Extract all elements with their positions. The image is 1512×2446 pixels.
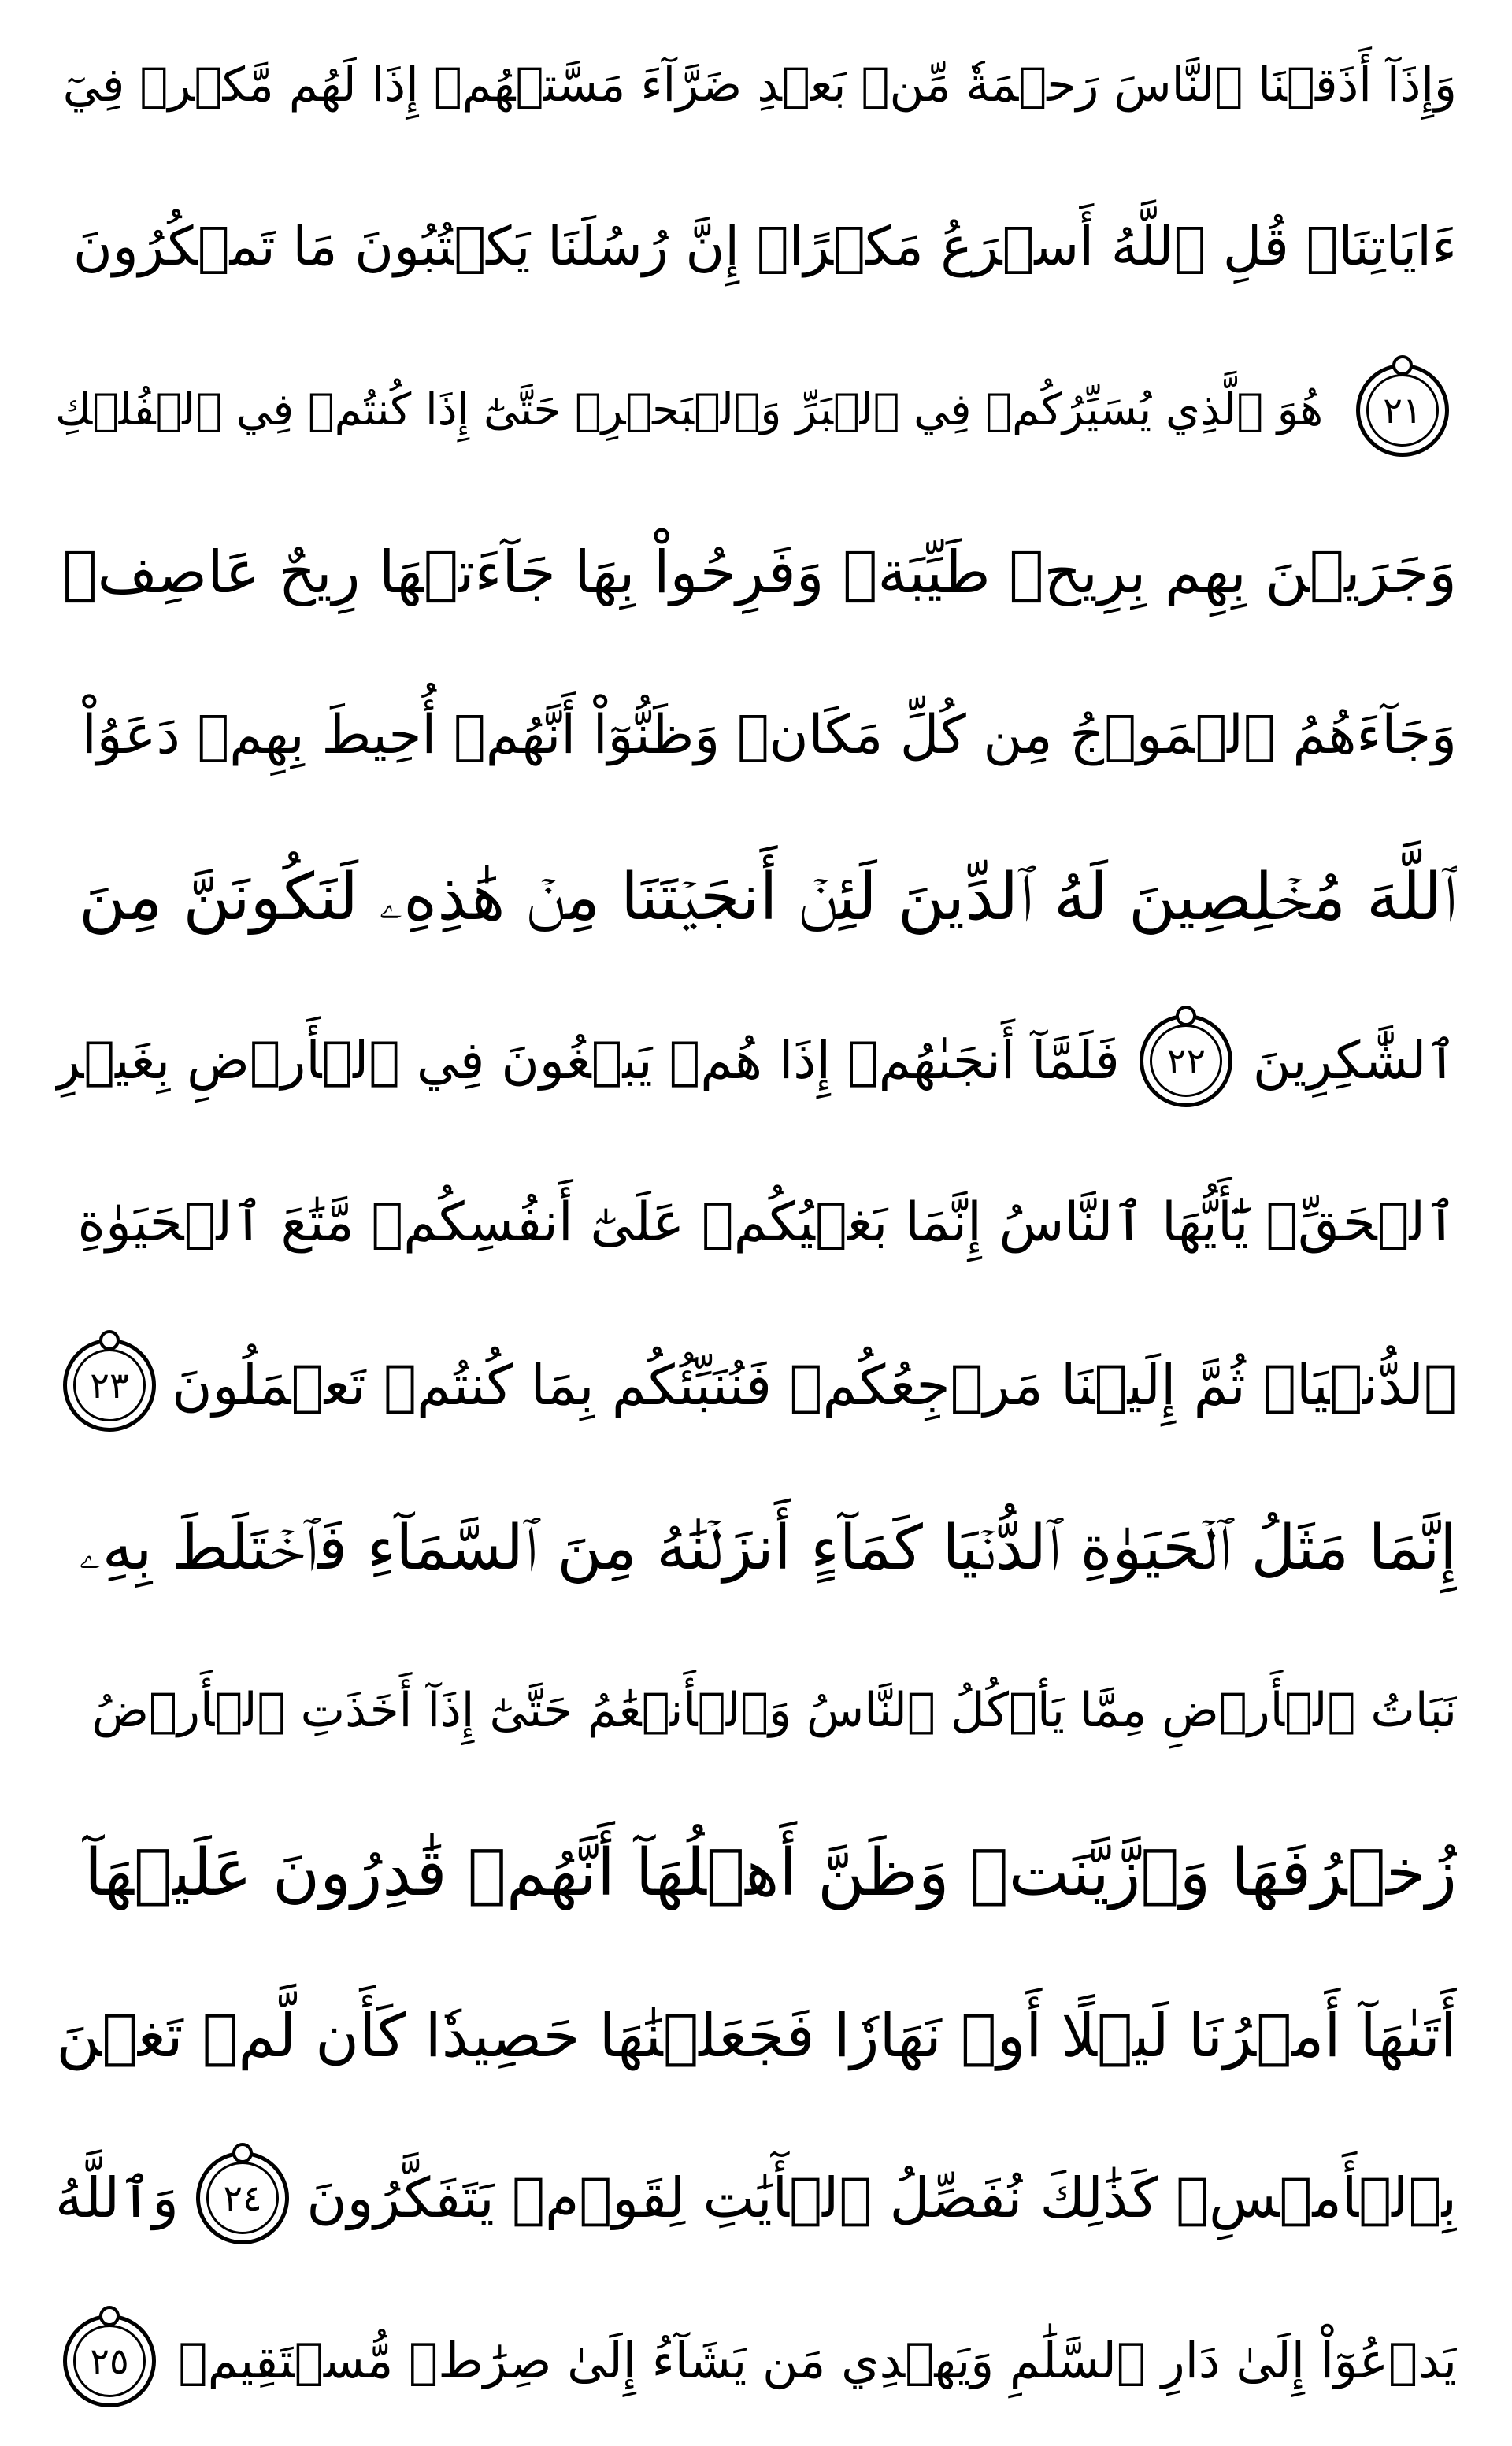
text-line-5 — [55, 666, 1457, 805]
verse-text: نَبَاتُ ٱلۡأَرۡضِ مِمَّا يَأۡكُلُ ٱلنَّاسُ وَٱلۡأَنۡعَٰمُ حَتَّىٰٓ إِذَآ أَخَذَتِ ٱلۡأَرۡضُ — [91, 1683, 1457, 1739]
text-line-12 — [55, 1804, 1457, 1943]
ayah-number: ٢٤ — [223, 2177, 262, 2220]
text-line-6 — [55, 828, 1457, 967]
verse-text: ءَايَاتِنَاۚ قُلِ ٱللَّهُ أَسۡرَعُ مَكۡرًاۚ إِنَّ رُسُلَنَا يَكۡتُبُونَ مَا تَمۡكُرُونَ — [72, 216, 1457, 279]
ayah-number-marker — [63, 2314, 156, 2407]
verse-text: هُوَ ٱلَّذِي يُسَيِّرُكُمۡ فِي ٱلۡبَرِّ وَٱلۡبَحۡرِۖ حَتَّىٰٓ إِذَا كُنتُمۡ فِي ٱلۡفُلۡكِ — [55, 384, 1324, 435]
verse-text: ٱلشَّٰكِرِينَ — [1252, 1029, 1457, 1091]
ayah-number-marker — [196, 2151, 289, 2244]
verse-text: ٱلۡحَقِّۗ يَٰٓأَيُّهَا ٱلنَّاسُ إِنَّمَا بَغۡيُكُمۡ عَلَىٰٓ أَنفُسِكُمۖ مَّتَٰعَ ٱلۡحَيَوٰةِ — [77, 1191, 1457, 1254]
ayah-number: ٢٣ — [90, 1364, 129, 1407]
text-line-14 — [55, 2129, 1457, 2267]
text-line-4 — [55, 503, 1457, 642]
ayah-number-marker — [1140, 1014, 1232, 1107]
verse-text: وَٱللَّهُ — [55, 2166, 179, 2231]
verse-text: فَلَمَّآ أَنجَىٰهُمۡ إِذَا هُمۡ يَبۡغُونَ فِي ٱلۡأَرۡضِ بِغَيۡرِ — [55, 1029, 1120, 1091]
text-line-15 — [55, 2292, 1457, 2430]
verse-text: وَجَآءَهُمُ ٱلۡمَوۡجُ مِن كُلِّ مَكَانٖ وَظَنُّوٓاْ أَنَّهُمۡ أُحِيطَ بِهِمۡ دَعَوُاْ — [81, 703, 1457, 766]
text-line-10 — [55, 1479, 1457, 1618]
verse-text: وَجَرَيۡنَ بِهِم بِرِيحٖ طَيِّبَةٖ وَفَرِحُواْ بِهَا جَآءَتۡهَا رِيحٌ عَاصِفٞ — [62, 539, 1457, 607]
verse-text: زُخۡرُفَهَا وَٱزَّيَّنَتۡ وَظَنَّ أَهۡلُهَآ أَنَّهُمۡ قَٰدِرُونَ عَلَيۡهَآ — [84, 1835, 1457, 1910]
verse-text: أَتَىٰهَآ أَمۡرُنَا لَيۡلًا أَوۡ نَهَارٗا فَجَعَلۡنَٰهَا حَصِيدٗا كَأَن لَّمۡ تَغۡنَ — [56, 2000, 1457, 2071]
verse-text: إِنَّمَا مَثَلُ ٱلۡحَيَوٰةِ ٱلدُّنۡيَا كَمَآءٍ أَنزَلۡنَٰهُ مِنَ ٱلسَّمَآءِ فَٱخۡتَلَطَ بِهِۦ — [79, 1512, 1457, 1584]
ayah-number: ٢١ — [1383, 388, 1422, 432]
ayah-number: ٢٢ — [1166, 1039, 1206, 1082]
text-line-3 — [55, 341, 1457, 480]
text-line-11 — [55, 1641, 1457, 1780]
ayah-number-marker — [63, 1339, 156, 1432]
text-line-8 — [55, 1154, 1457, 1292]
verse-text: بِٱلۡأَمۡسِۚ كَذَٰلِكَ نُفَصِّلُ ٱلۡأٓيَٰتِ لِقَوۡمٖ يَتَفَكَّرُونَ — [306, 2166, 1457, 2231]
text-line-9 — [55, 1316, 1457, 1455]
mushaf-page — [55, 16, 1457, 2430]
verse-text: يَدۡعُوٓاْ إِلَىٰ دَارِ ٱلسَّلَٰمِ وَيَهۡدِي مَن يَشَآءُ إِلَىٰ صِرَٰطٖ مُّسۡتَقِيمٖ — [178, 2331, 1457, 2389]
text-line-2 — [55, 178, 1457, 317]
verse-text: وَإِذَآ أَذَقۡنَا ٱلنَّاسَ رَحۡمَةٗ مِّنۢ بَعۡدِ ضَرَّآءَ مَسَّتۡهُمۡ إِذَا لَهُم مَّكۡرٞ فِيٓ — [62, 57, 1457, 113]
ayah-number: ٢٥ — [90, 2339, 129, 2382]
verse-text: ٱللَّهَ مُخۡلِصِينَ لَهُ ٱلدِّينَ لَئِنۡ أَنجَيۡتَنَا مِنۡ هَٰذِهِۦ لَنَكُونَنَّ مِنَ — [79, 860, 1457, 936]
text-line-7 — [55, 991, 1457, 1130]
text-line-1 — [55, 16, 1457, 154]
verse-text: ٱلدُّنۡيَاۖ ثُمَّ إِلَيۡنَا مَرۡجِعُكُمۡ فَنُنَبِّئُكُم بِمَا كُنتُمۡ تَعۡمَلُونَ — [172, 1353, 1457, 1418]
text-line-13 — [55, 1966, 1457, 2105]
ayah-number-marker — [1356, 364, 1449, 457]
